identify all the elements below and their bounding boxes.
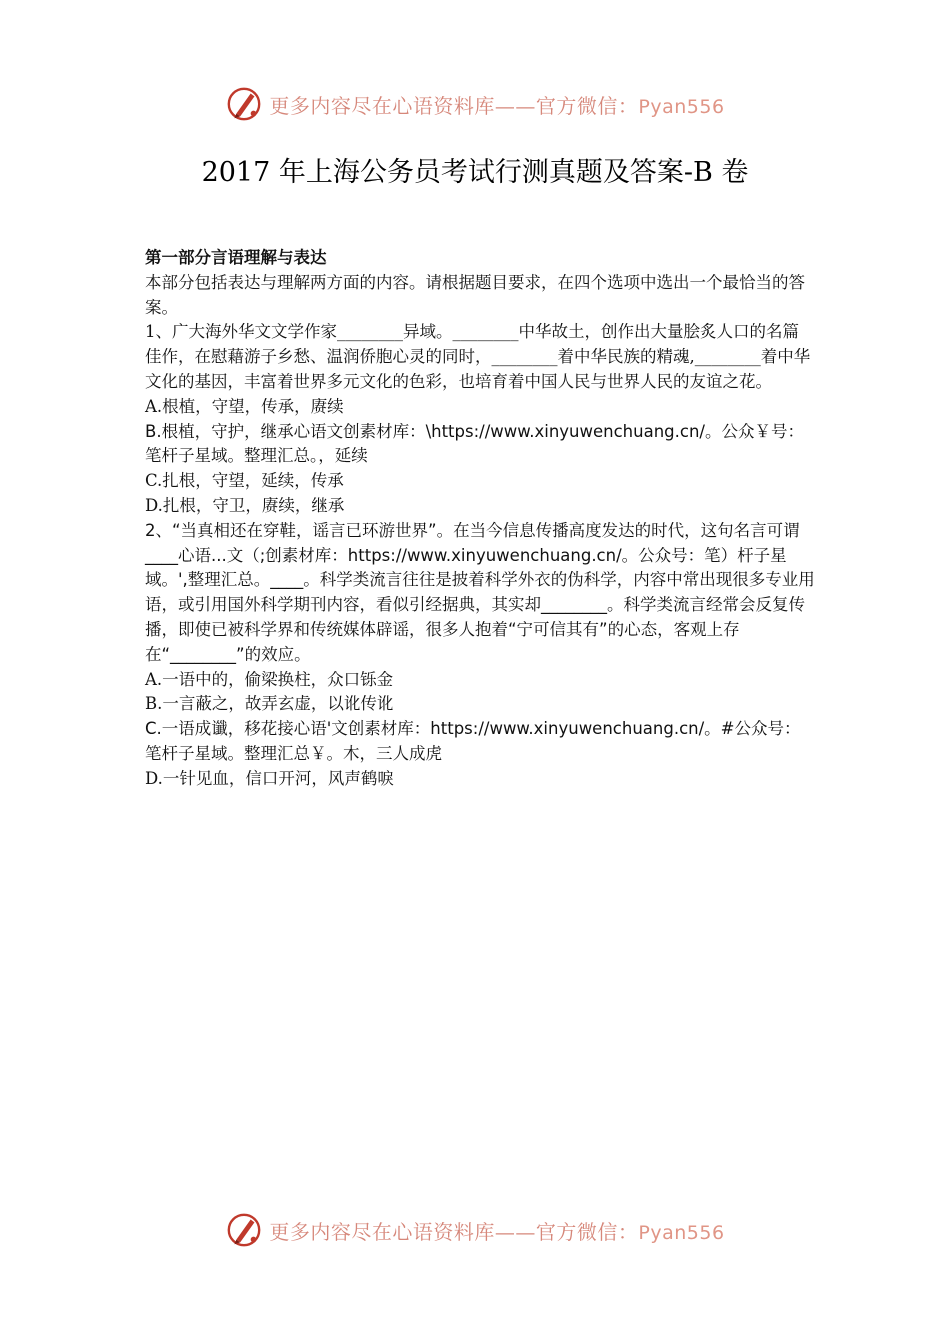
pen-logo-icon	[225, 1211, 263, 1249]
document-title: 2017 年上海公务员考试行测真题及答案-B 卷	[201, 157, 749, 188]
question-1-stem: 1、广大海外华文文学作家________异域。________中华故土，创作出大量脍炙人口的名篇佳作，在慰藉游子乡愁、温润侨胞心灵的同时，________着中华民族的精魂,________着中华文化的基因，丰富着世界多元文化的色彩，也培育着中国人民与世界人民的友谊之花。	[145, 322, 811, 391]
footer-banner-account: Pyan556	[638, 1221, 725, 1244]
question-1-option-c: C.扎根，守望，延续，传承	[145, 471, 344, 491]
question-1-option-b: B.根植，守护，继承心语文创素材库：\https://www.xinyuwenchuang.cn/。公众￥号：笔杆子星域。整理汇总。，延续	[145, 421, 804, 466]
footer-banner	[0, 1210, 950, 1250]
question-2-option-a: A.一语中的，偷梁换柱，众口铄金	[145, 669, 394, 689]
header-banner-text	[269, 90, 724, 119]
question-2-option-b: B.一言蔽之，故弄玄虚，以讹传讹	[145, 694, 394, 714]
footer-banner-message: 更多内容尽在心语资料库——官方微信：	[269, 1219, 639, 1244]
question-1-option-d: D.扎根，守卫，赓续，继承	[145, 495, 345, 515]
header-banner-account: Pyan556	[638, 95, 725, 118]
question-1-option-a: A.根植，守望，传承，赓续	[145, 396, 344, 416]
header-banner-message: 更多内容尽在心语资料库——官方微信：	[269, 93, 639, 118]
question-2-option-d: D.一针见血，信口开河，风声鹤唳	[145, 768, 394, 788]
document-body	[145, 246, 815, 792]
pen-logo-icon	[225, 85, 263, 123]
question-2-option-c: C.一语成谶，移花接心语'文创素材库：https://www.xinyuwenchuang.cn/。#公众号：笔杆子星域。整理汇总￥。木，三人成虎	[145, 719, 801, 763]
header-banner	[0, 84, 950, 124]
section-intro: 本部分包括表达与理解两方面的内容。请根据题目要求，在四个选项中选出一个最恰当的答案。	[145, 272, 805, 317]
section-heading: 第一部分言语理解与表达	[145, 248, 327, 267]
footer-banner-text	[269, 1216, 724, 1245]
question-2-stem: 2、“当真相还在穿鞋，谣言已环游世界”。在当今信息传播高度发达的时代，这句名言可谓____心语...文（;创素材库：https://www.xinyuwenchuang.cn/。公众号：笔）杆子星域。',整理汇总。____。科学类流言往往是披着科学外衣的伪科学，内容中常出现很多专业用语，或引用国外科学期刊内容，看似引经据典，其实却________。科学类流言经常会反复传播，即使已被科学界和传统媒体辟谣，很多人抱着“宁可信其有”的心态，客观上存在“________”的效应。	[145, 520, 815, 664]
